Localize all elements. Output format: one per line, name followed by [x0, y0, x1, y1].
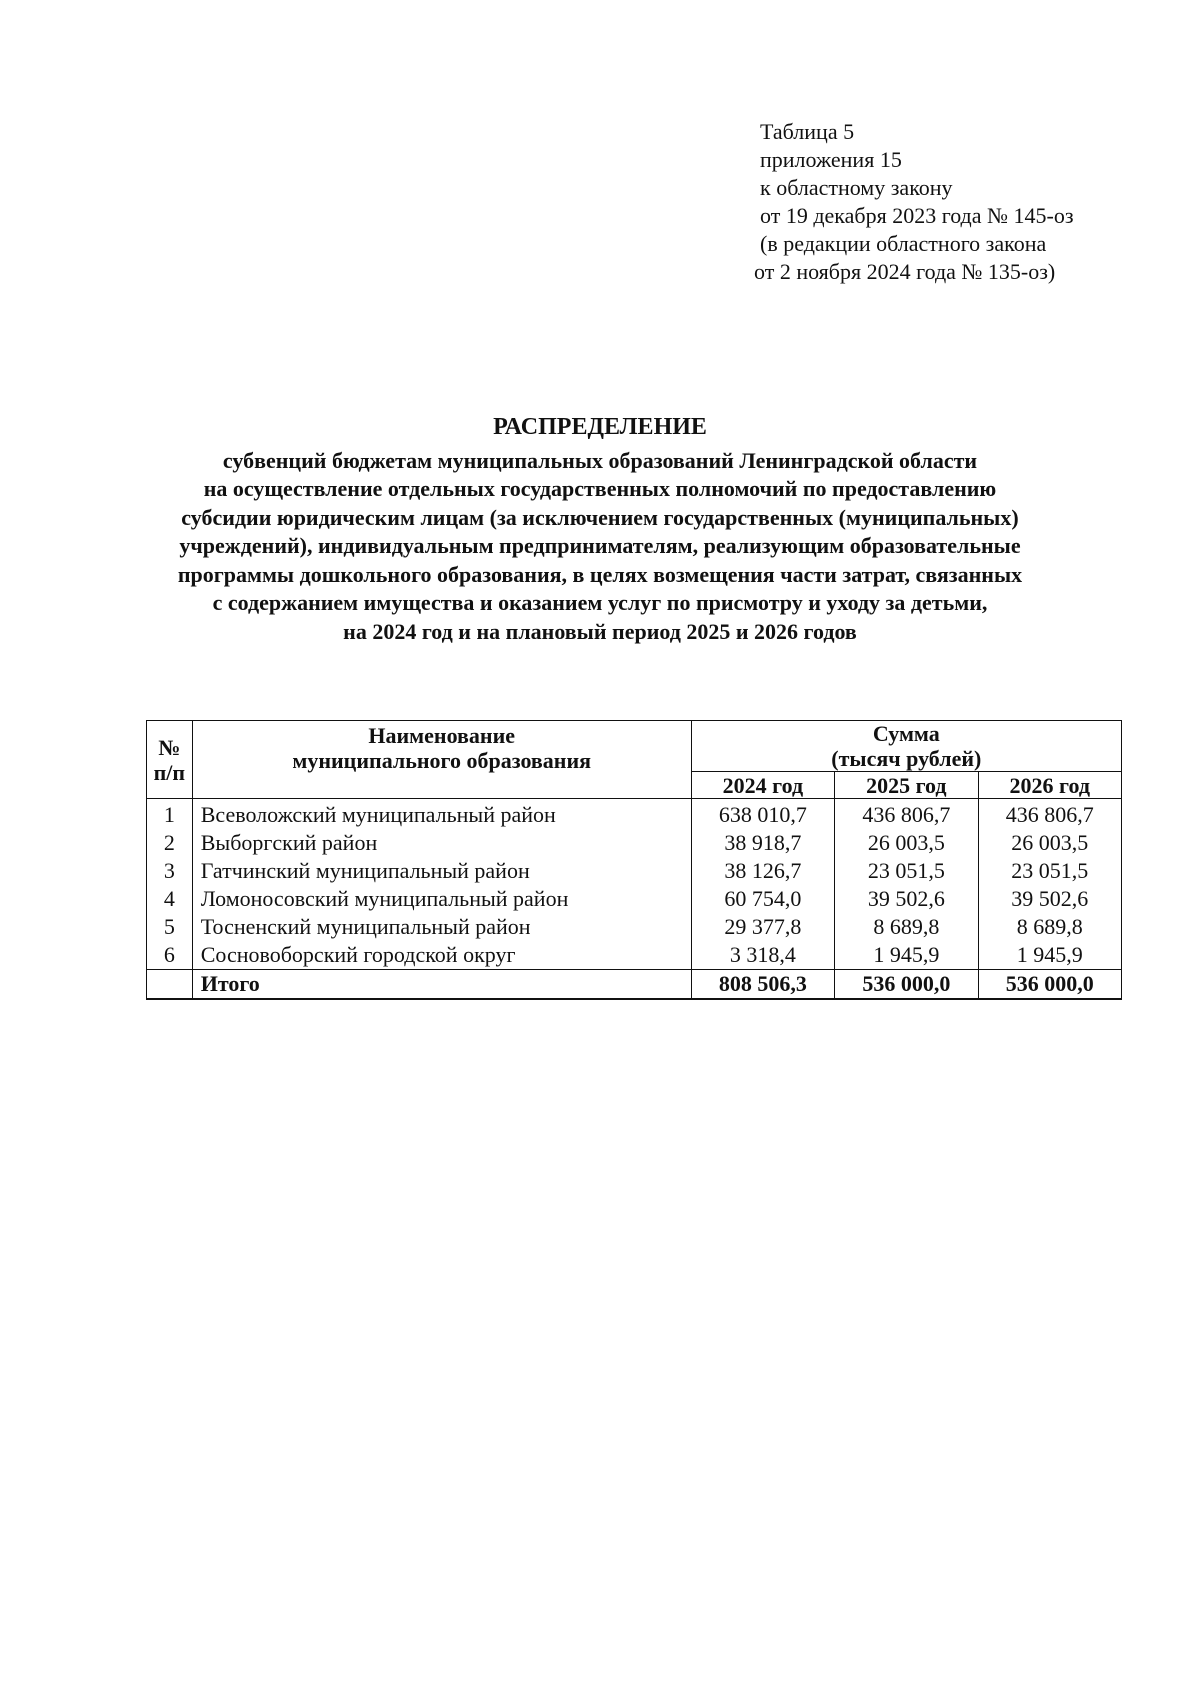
header-sum — [691, 721, 1121, 772]
row-value-2025: 1 945,9 — [835, 941, 978, 970]
table-row — [147, 829, 1122, 857]
header-number — [147, 721, 193, 799]
row-value-2026: 1 945,9 — [978, 941, 1121, 970]
total-row — [147, 970, 1122, 1000]
header-line-table-number: Таблица 5 — [760, 119, 855, 144]
header-line-edition-date: от 2 ноября 2024 года № 135-оз) — [754, 259, 1056, 284]
title-line-4: учреждений), индивидуальным предпринимателям, реализующим образовательные — [179, 533, 1021, 558]
header-line-law-date: от 19 декабря 2023 года № 145-оз — [760, 203, 1074, 228]
row-value-2024: 3 318,4 — [691, 941, 834, 970]
row-name: Ломоносовский муниципальный район — [192, 885, 691, 913]
header-line-appendix: приложения 15 — [760, 147, 902, 172]
distribution-table — [146, 720, 1122, 1000]
title-line-6: с содержанием имущества и оказанием услуг по присмотру и уходу за детьми, — [212, 590, 988, 615]
header-name-line2: муниципального образования — [292, 748, 592, 773]
row-name: Гатчинский муниципальный район — [192, 857, 691, 885]
row-number: 3 — [147, 857, 193, 885]
row-number: 4 — [147, 885, 193, 913]
table-row — [147, 913, 1122, 941]
header-name-line1: Наименование — [368, 723, 516, 748]
row-value-2025: 436 806,7 — [835, 799, 978, 830]
row-value-2024: 60 754,0 — [691, 885, 834, 913]
document-title — [100, 413, 1100, 646]
row-value-2025: 26 003,5 — [835, 829, 978, 857]
row-number: 2 — [147, 829, 193, 857]
header-year-2025: 2025 год — [835, 772, 978, 799]
title-line-5: программы дошкольного образования, в целях возмещения части затрат, связанных — [177, 561, 1023, 587]
table-row — [147, 857, 1122, 885]
row-value-2024: 38 918,7 — [691, 829, 834, 857]
row-number: 1 — [147, 799, 193, 830]
total-number-empty — [147, 970, 193, 1000]
header-year-2026: 2026 год — [978, 772, 1121, 799]
total-value-2025: 536 000,0 — [835, 970, 978, 1000]
row-value-2026: 23 051,5 — [978, 857, 1121, 885]
title-line-3: субсидии юридическим лицам (за исключением государственных (муниципальных) — [181, 504, 1019, 530]
document-header — [754, 118, 1074, 286]
row-name: Тосненский муниципальный район — [192, 913, 691, 941]
row-number: 6 — [147, 941, 193, 970]
title-line-7: на 2024 год и на плановый период 2025 и 2026 годов — [343, 618, 857, 644]
header-sum-line2: (тысяч рублей) — [831, 746, 982, 771]
header-year-2024: 2024 год — [691, 772, 834, 799]
title-main: РАСПРЕДЕЛЕНИЕ — [493, 414, 707, 440]
row-value-2026: 8 689,8 — [978, 913, 1121, 941]
header-line-law: к областному закону — [760, 175, 953, 200]
total-label: Итого — [192, 970, 691, 1000]
row-value-2025: 39 502,6 — [835, 885, 978, 913]
header-name — [192, 721, 691, 799]
row-name: Всеволожский муниципальный район — [192, 799, 691, 830]
total-value-2024: 808 506,3 — [691, 970, 834, 1000]
row-name: Сосновоборский городской округ — [192, 941, 691, 970]
header-line-edition: (в редакции областного закона — [760, 231, 1047, 256]
table-row — [147, 941, 1122, 970]
row-value-2026: 436 806,7 — [978, 799, 1121, 830]
title-line-2: на осуществление отдельных государственных полномочий по предоставлению — [203, 476, 997, 501]
row-value-2025: 8 689,8 — [835, 913, 978, 941]
header-sum-line1: Сумма — [872, 721, 940, 746]
title-line-1: субвенций бюджетам муниципальных образований Ленинградской области — [222, 447, 978, 473]
row-value-2026: 39 502,6 — [978, 885, 1121, 913]
row-value-2026: 26 003,5 — [978, 829, 1121, 857]
header-number-line1: № — [158, 734, 181, 760]
total-value-2026: 536 000,0 — [978, 970, 1121, 1000]
table-row — [147, 885, 1122, 913]
row-value-2024: 29 377,8 — [691, 913, 834, 941]
row-name: Выборгский район — [192, 829, 691, 857]
header-number-line2: п/п — [153, 759, 186, 785]
table-row — [147, 799, 1122, 830]
row-value-2025: 23 051,5 — [835, 857, 978, 885]
row-value-2024: 38 126,7 — [691, 857, 834, 885]
row-number: 5 — [147, 913, 193, 941]
row-value-2024: 638 010,7 — [691, 799, 834, 830]
